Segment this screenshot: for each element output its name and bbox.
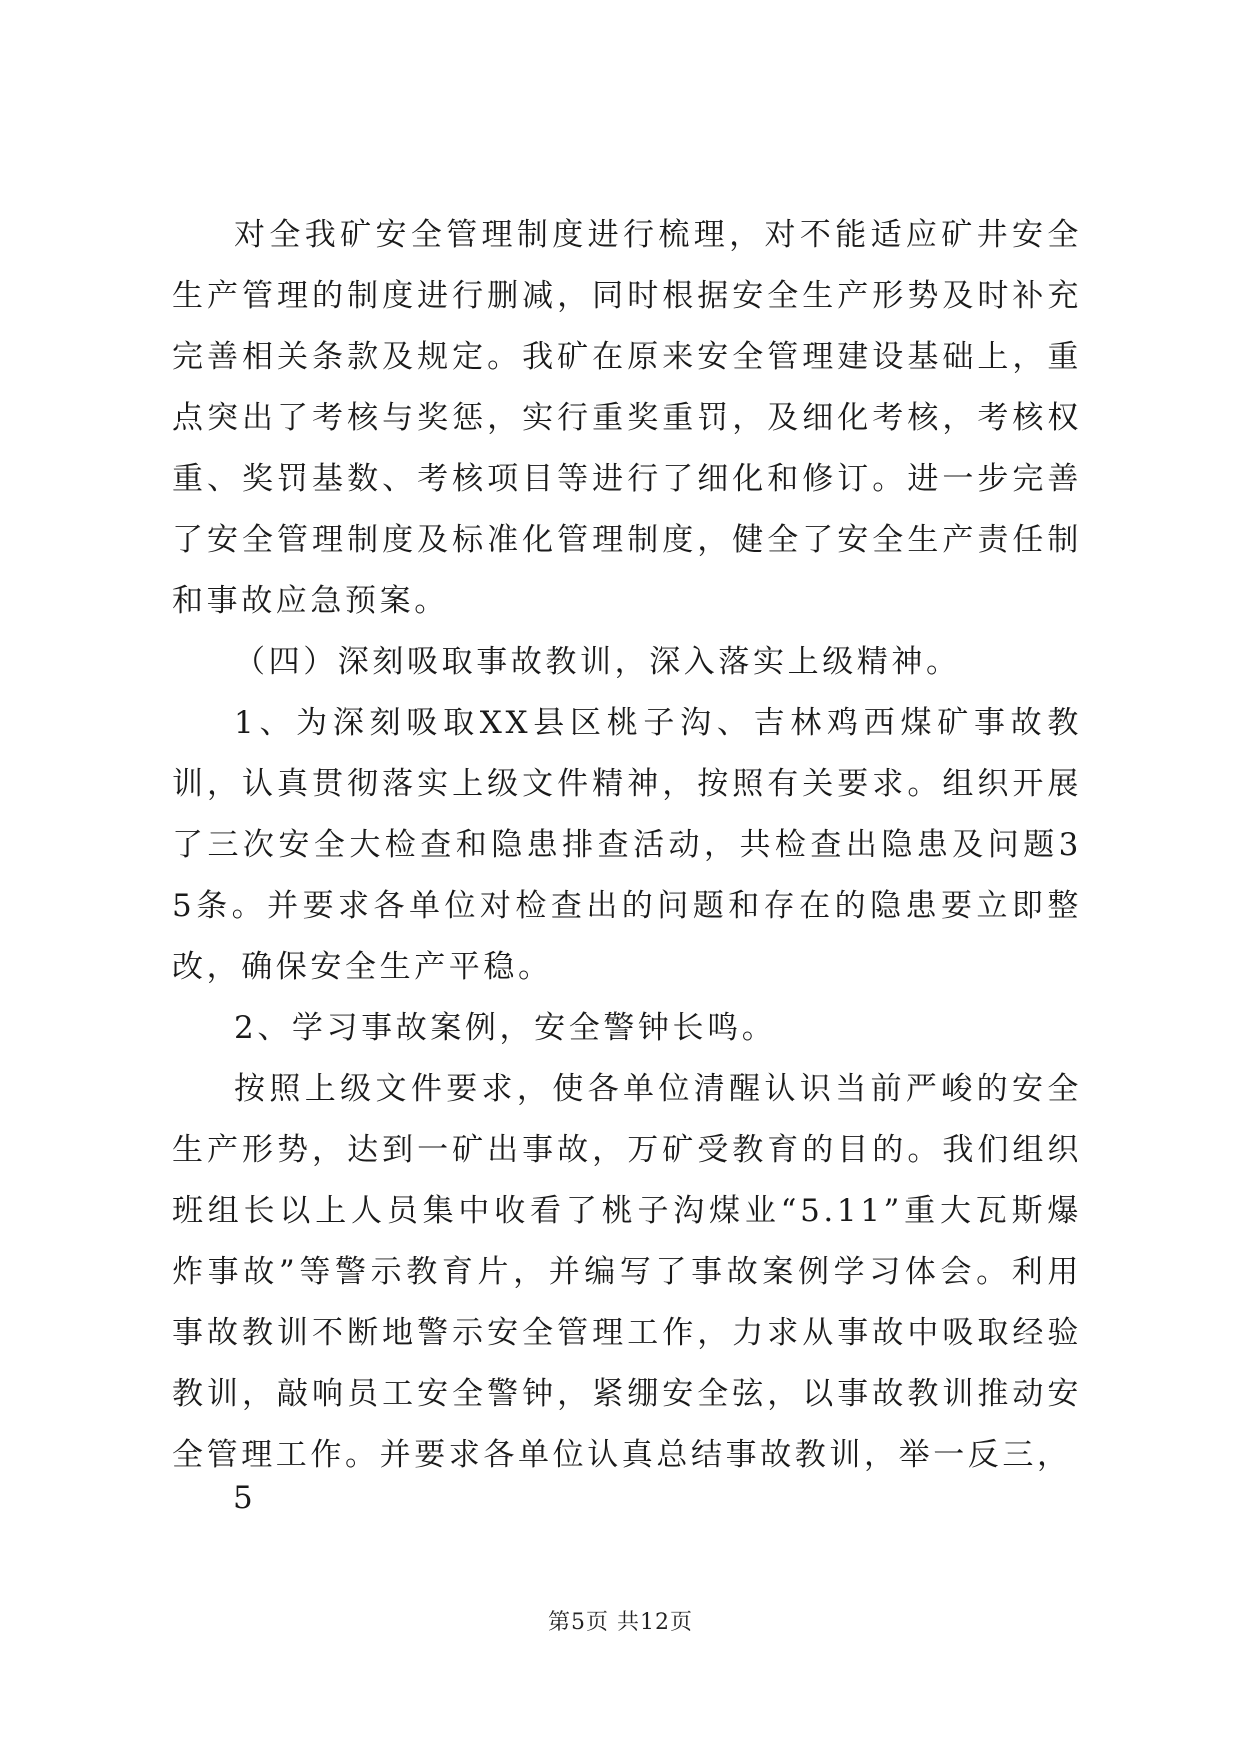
section-heading-4: （四）深刻吸取事故教训，深入落实上级精神。 — [234, 644, 961, 680]
paragraph-item-2: 2、学习事故案例，安全警钟长鸣。 — [234, 1010, 777, 1046]
paragraph-item-1: 1、为深刻吸取XX县区桃子沟、吉林鸡西煤矿事故教训，认真贯彻落实上级文件精神，按照有关要求。组织开展了三次安全大检查和隐患排查活动，共检查出隐患及问题35条。并要求各单位对检查出的问题和存在的隐患要立即整改，确保安全生产平稳。 — [172, 705, 1082, 985]
document-body — [172, 205, 1082, 1486]
paragraph-safety-system: 对全我矿安全管理制度进行梳理，对不能适应矿井安全生产管理的制度进行删减，同时根据安全生产形势及时补充完善相关条款及规定。我矿在原来安全管理建设基础上，重点突出了考核与奖惩，实行重奖重罚，及细化考核，考核权重、奖罚基数、考核项目等进行了细化和修订。进一步完善了安全管理制度及标准化管理制度，健全了安全生产责任制和事故应急预案。 — [172, 217, 1082, 619]
page-number: 5 — [233, 1480, 253, 1516]
page-footer: 第5页 共12页 — [548, 1610, 693, 1635]
paragraph-case-study: 按照上级文件要求，使各单位清醒认识当前严峻的安全生产形势，达到一矿出事故，万矿受教育的目的。我们组织班组长以上人员集中收看了桃子沟煤业“5.11”重大瓦斯爆炸事故”等警示教育片，并编写了事故案例学习体会。利用事故教训不断地警示安全管理工作，力求从事故中吸取经验教训，敲响员工安全警钟，紧绷安全弦，以事故教训推动安全管理工作。并要求各单位认真总结事故教训，举一反三， — [172, 1071, 1082, 1473]
